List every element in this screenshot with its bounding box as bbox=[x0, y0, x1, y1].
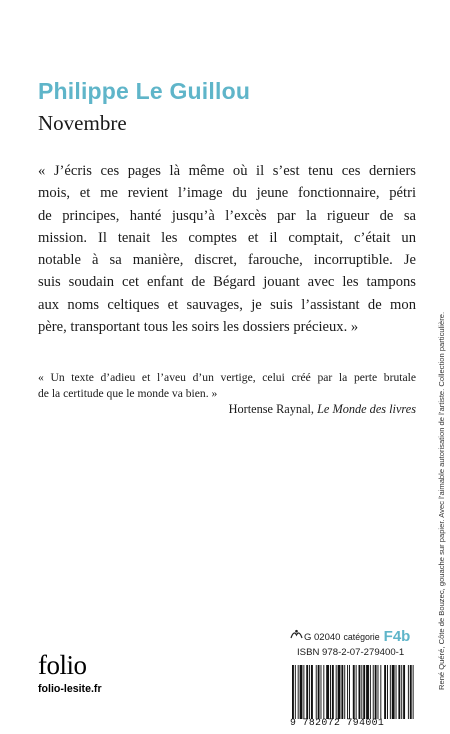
category-code: F4b bbox=[383, 628, 411, 645]
barcode-bar bbox=[398, 665, 400, 719]
barcode-bar bbox=[295, 665, 296, 719]
barcode-bar bbox=[361, 665, 362, 719]
category-label: catégorie bbox=[343, 632, 380, 642]
barcode-bar bbox=[408, 665, 409, 719]
barcode-bar bbox=[375, 665, 377, 719]
barcode-bar bbox=[370, 665, 371, 719]
barcode-bar bbox=[410, 665, 412, 719]
review-line: de la certitude que le monde va bien. » bbox=[38, 387, 218, 400]
barcode-bar bbox=[330, 665, 331, 719]
excerpt-line: suis soudain cet enfant de Bégard jouant avec les tampons bbox=[38, 274, 416, 291]
barcode-bar bbox=[332, 665, 334, 719]
excerpt-line: aux noms celtiques et sauvages, je suis l’assistant de mon bbox=[38, 296, 416, 313]
barcode-bar bbox=[309, 665, 310, 719]
author-name: Philippe Le Guillou bbox=[38, 78, 251, 104]
publisher-code: G 02040 bbox=[304, 632, 341, 643]
barcode-bar bbox=[318, 665, 320, 719]
barcode-bar bbox=[363, 665, 365, 719]
barcode-bar bbox=[303, 665, 304, 719]
barcode-bar bbox=[380, 665, 381, 719]
gallimard-icon bbox=[290, 629, 304, 643]
excerpt-line: mission. Il tenait les comptes et il comptait, c’était un bbox=[38, 229, 416, 246]
barcode-bar bbox=[413, 665, 414, 719]
barcode-bar bbox=[390, 665, 391, 719]
excerpt-line: père, transportant tous les soirs les dossiers précieux. » bbox=[38, 319, 359, 336]
barcode-bar bbox=[321, 665, 322, 719]
barcode-bar bbox=[347, 665, 348, 719]
barcode-bar bbox=[356, 665, 357, 719]
barcode-bar bbox=[392, 665, 395, 719]
barcode-bar bbox=[396, 665, 397, 719]
barcode-bar bbox=[387, 665, 388, 719]
barcode-bar bbox=[344, 665, 345, 719]
barcode-bar bbox=[336, 665, 337, 719]
barcode-bar bbox=[316, 665, 317, 719]
excerpt-line: mois, et me revient l’image du jeune fonctionnaire, pétri bbox=[38, 185, 416, 202]
barcode-bar bbox=[300, 665, 303, 719]
barcode-bar bbox=[306, 665, 308, 719]
isbn: ISBN 978-2-07-279400-1 bbox=[297, 647, 405, 658]
cover-credit: René Quéré, Côte de Bouzec, gouache sur papier. Avec l’aimable autorisation de l’artiste. Collection particulière. bbox=[437, 311, 446, 690]
excerpt-line: de principes, hanté jusqu’à l’excès par la rigueur de sa bbox=[38, 207, 416, 224]
barcode-bar bbox=[378, 665, 379, 719]
press-review bbox=[38, 370, 416, 402]
barcode-digits: 9 782072 794001 bbox=[290, 717, 385, 728]
barcode-bar bbox=[401, 665, 402, 719]
barcode-bar bbox=[341, 665, 343, 719]
folio-logo: folio bbox=[38, 650, 87, 680]
review-line: « Un texte d’adieu et l’aveu d’un vertige, celui créé par la perte brutale bbox=[38, 371, 416, 384]
excerpt-line: « J’écris ces pages là même où il s’est tenu ces derniers bbox=[38, 163, 416, 179]
publisher-website: folio-lesite.fr bbox=[38, 683, 102, 695]
excerpt-text bbox=[38, 160, 416, 338]
barcode-bar bbox=[292, 665, 294, 719]
barcode-bar bbox=[326, 665, 329, 719]
excerpt-line: notable à sa manière, discret, farouche, incorruptible. Je bbox=[38, 252, 416, 269]
critic-name: Hortense Raynal, bbox=[228, 402, 314, 416]
barcode bbox=[290, 665, 416, 719]
barcode-bar bbox=[323, 665, 324, 719]
barcode-bar bbox=[338, 665, 341, 719]
barcode-bar bbox=[384, 665, 386, 719]
barcode-bar bbox=[353, 665, 355, 719]
barcode-bar bbox=[366, 665, 369, 719]
barcode-bar bbox=[373, 665, 374, 719]
barcode-bar bbox=[403, 665, 405, 719]
catalog-row bbox=[290, 627, 410, 643]
review-credit bbox=[229, 402, 416, 417]
book-title: Novembre bbox=[38, 111, 127, 135]
barcode-bar bbox=[349, 665, 350, 719]
publication-name: Le Monde des livres bbox=[317, 402, 416, 416]
barcode-bar bbox=[311, 665, 313, 719]
barcode-bar bbox=[298, 665, 299, 719]
barcode-bar bbox=[359, 665, 361, 719]
